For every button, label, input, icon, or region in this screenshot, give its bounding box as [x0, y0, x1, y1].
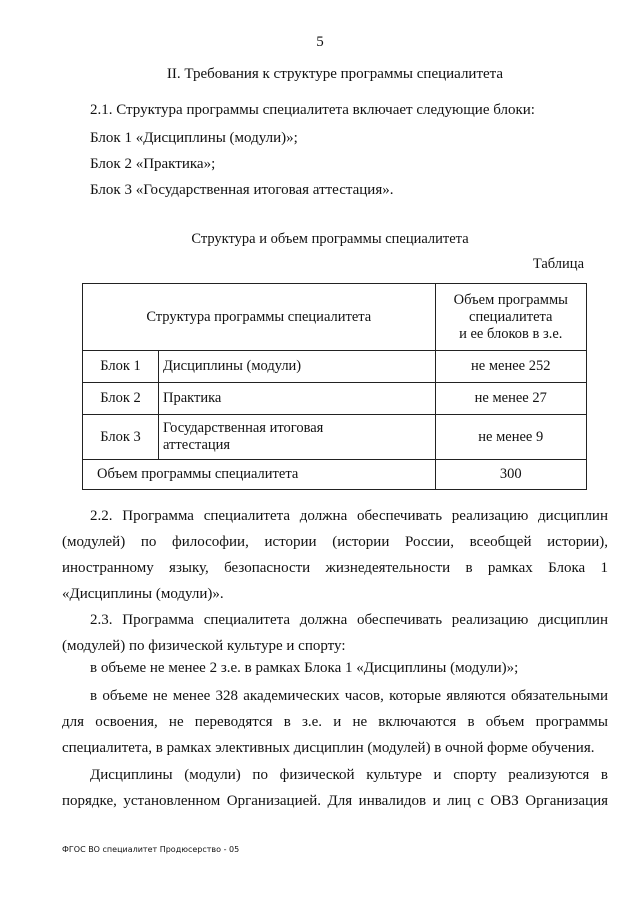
header-volume-line-2: специалитета: [469, 308, 553, 325]
row-block-value: не менее 27: [435, 383, 586, 415]
table-row: [83, 351, 587, 383]
table-header-row: [83, 284, 587, 351]
paragraph-line: 2.2. Программа специалитета должна обеспечивать реализацию дисциплин: [90, 508, 608, 524]
paragraph-line: специалитета, в рамках элективных дисциплин (модулей) в очной форме обучения.: [62, 740, 595, 756]
paragraph-2-3: [62, 607, 608, 659]
paragraph-line: иностранному языку, безопасности жизнедеятельности в рамках Блока 1: [62, 560, 608, 576]
block-1-item: Блок 1 «Дисциплины (модули)»;: [90, 130, 298, 146]
table-label: Таблица: [532, 256, 584, 272]
paragraph-line: (модулей) по физической культуре и спорту:: [62, 638, 346, 654]
row-block-name: [159, 415, 436, 460]
total-value: 300: [435, 460, 586, 490]
row-block-name-line-2: аттестация: [163, 437, 231, 453]
paragraph-line: 2.3. Программа специалитета должна обеспечивать реализацию дисциплин: [90, 612, 608, 628]
program-structure-table: [82, 283, 587, 490]
paragraph-line: в объеме не менее 328 академических часов, которые являются обязательными: [90, 688, 608, 704]
paragraph-line: (модулей) по философии, истории (истории России, всеобщей истории),: [62, 534, 608, 550]
row-block-label: Блок 1: [83, 351, 159, 383]
volume-item-1: в объеме не менее 2 з.е. в рамках Блока 1 «Дисциплины (модули)»;: [90, 660, 519, 676]
table-total-row: [83, 460, 587, 490]
row-block-name-line-1: Государственная итоговая: [163, 420, 324, 436]
row-block-label: Блок 2: [83, 383, 159, 415]
intro-paragraph: 2.1. Структура программы специалитета включает следующие блоки:: [90, 102, 535, 118]
paragraph-line: для освоения, не переводятся в з.е. и не включаются в объем программы: [62, 714, 608, 730]
volume-item-2: [62, 683, 608, 761]
header-volume-line-1: Объем программы: [453, 291, 568, 308]
header-volume-line-3: и ее блоков в з.е.: [459, 325, 563, 342]
table-row: [83, 383, 587, 415]
row-block-name: Практика: [159, 383, 436, 415]
paragraph-line: Дисциплины (модули) по физической культуре и спорту реализуются в: [90, 767, 608, 783]
paragraph-line: «Дисциплины (модули)».: [62, 586, 224, 602]
table-row: [83, 415, 587, 460]
paragraph-pe-disciplines: [62, 762, 608, 814]
row-block-value: не менее 9: [435, 415, 586, 460]
total-label: Объем программы специалитета: [83, 460, 436, 490]
row-block-value: не менее 252: [435, 351, 586, 383]
table-title: Структура и объем программы специалитета: [191, 231, 469, 247]
paragraph-line: порядке, установленном Организацией. Для инвалидов и лиц с ОВЗ Организация: [62, 793, 608, 809]
page-number: 5: [316, 34, 324, 50]
document-footer: ФГОС ВО специалитет Продюсерство - 05: [62, 845, 240, 854]
paragraph-2-2: [62, 503, 608, 607]
block-3-item: Блок 3 «Государственная итоговая аттестация».: [90, 182, 394, 198]
row-block-label: Блок 3: [83, 415, 159, 460]
section-title: II. Требования к структуре программы специалитета: [166, 66, 504, 82]
header-volume: [435, 284, 586, 351]
row-block-name: Дисциплины (модули): [159, 351, 436, 383]
block-2-item: Блок 2 «Практика»;: [90, 156, 216, 172]
header-structure: Структура программы специалитета: [83, 284, 436, 351]
